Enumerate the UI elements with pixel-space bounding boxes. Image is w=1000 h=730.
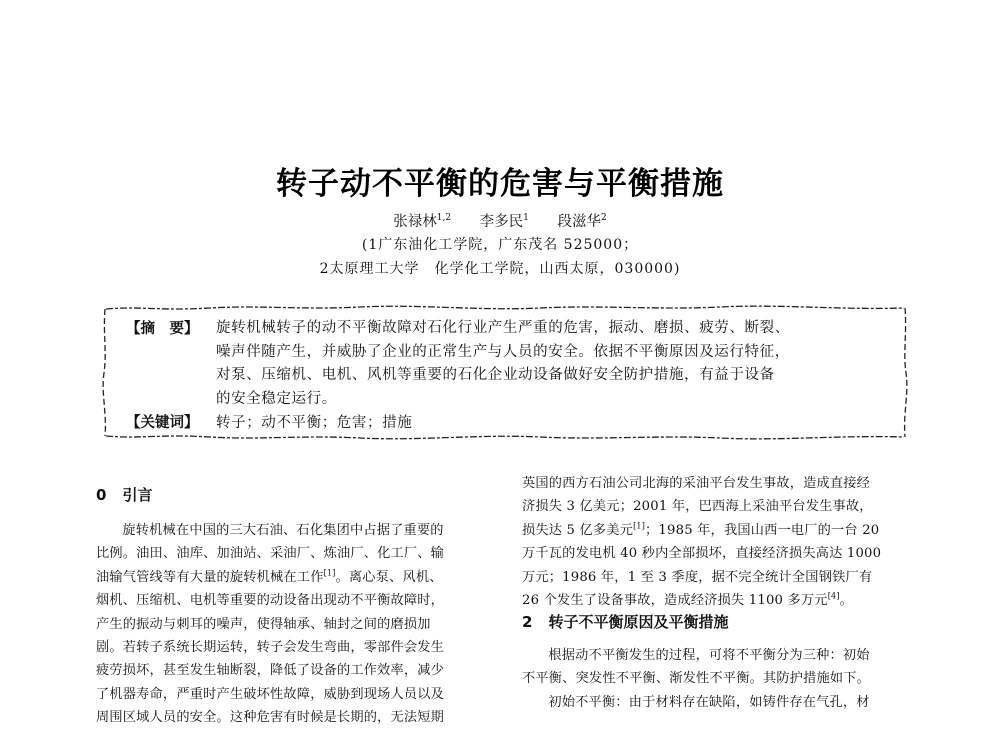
- body-line: 疲劳损坏，甚至发生轴断裂，降低了设备的工作效率，减少: [96, 663, 445, 679]
- citation-ref: [4]: [827, 591, 840, 601]
- body-line: 产生的振动与刺耳的噪声，使得轴承、轴封之间的磨损加: [96, 616, 431, 632]
- author-list: [0, 210, 1000, 231]
- abstract-line: 噪声伴随产生，并威胁了企业的正常生产与人员的安全。依据不平衡原因及运行特征，: [216, 343, 790, 360]
- body-line: 烟机、压缩机、电机等重要的动设备出现动不平衡故障时，: [96, 593, 445, 609]
- abstract-body: [216, 317, 896, 411]
- left-column: [96, 519, 494, 730]
- body-line: 损失达 5 亿多美元[1]；1985 年，我国山西一电厂的一台 20: [522, 521, 880, 538]
- body-line: 英国的西方石油公司北海的采油平台发生事故，造成直接经: [522, 476, 871, 491]
- right-column: [522, 472, 919, 612]
- author: 段滋华$^2$: [557, 213, 607, 230]
- abstract-line: 旋转机械转子的动不平衡故障对石化行业产生严重的危害，振动、磨损、疲劳、断裂、: [216, 320, 790, 336]
- body-line: 比例。油田、油库、加油站、采油厂、炼油厂、化工厂、输: [96, 546, 445, 562]
- keywords-label: 【关键词】: [126, 415, 199, 431]
- section-heading-intro: [96, 484, 152, 505]
- body-line: 26 个发生了设备事故，造成经济损失 1100 多万元[4]。: [522, 591, 854, 609]
- body-line: 油输气管线等有大量的旋转机械在工作[1]。离心泵、风机、: [96, 568, 443, 585]
- citation-ref: [1]: [633, 521, 646, 531]
- body-line: 不平衡、突发性不平衡、渐发性不平衡。其防护措施如下。: [522, 671, 871, 687]
- author: 李多民$^1$: [479, 213, 529, 230]
- right-column-section2: [522, 644, 919, 714]
- abstract-box: [100, 303, 910, 441]
- section-heading-causes: [522, 611, 728, 632]
- body-line: 周围区域人员的安全。这种危害有时候是长期的，无法短期: [96, 710, 445, 726]
- body-line: 了机器寿命，严重时产生破坏性故障，威胁到现场人员以及: [96, 686, 445, 702]
- abstract-line: 的安全稳定运行。: [216, 390, 337, 407]
- body-line: 万千瓦的发电机 40 秒内全部损坏，直接经济损失高达 1000: [522, 546, 882, 562]
- section-number: 0: [96, 486, 107, 504]
- body-line: 旋转机械在中国的三大石油、石化集团中占据了重要的: [122, 523, 444, 538]
- author: 张禄林$^{1,2}$: [393, 213, 452, 230]
- body-line: 剧。若转子系统长期运转，转子会发生弯曲，零部件会发生: [96, 640, 445, 656]
- affiliation-1: (1广东油化工学院，广东茂名 525000；: [361, 237, 639, 253]
- body-line: 万元；1986 年，1 至 3 季度，据不完全统计全国钢铁厂有: [522, 569, 873, 585]
- body-line: 济损失 3 亿美元；2001 年，巴西海上采油平台发生事故，: [522, 499, 873, 515]
- section-title: 转子不平衡原因及平衡措施: [548, 613, 729, 631]
- section-title: 引言: [122, 486, 153, 504]
- abstract-line: 对泵、压缩机、电机、风机等重要的石化企业动设备做好安全防护措施，有益于设备: [216, 367, 775, 383]
- keywords-text: 转子；动不平衡；危害；措施: [216, 415, 413, 431]
- abstract-label: 【摘 要】: [126, 321, 199, 337]
- citation-ref: [1]: [323, 568, 336, 578]
- body-line: 根据动不平衡发生的过程，可将不平衡分为三种：初始: [548, 648, 870, 663]
- affiliation-2: 2太原理工大学 化学化工学院，山西太原，030000): [319, 261, 681, 277]
- section-number: 2: [522, 613, 533, 631]
- body-line: 初始不平衡：由于材料存在缺陷，如铸件存在气孔，材: [548, 694, 870, 710]
- paper-title: 转子动不平衡的危害与平衡措施: [276, 166, 724, 202]
